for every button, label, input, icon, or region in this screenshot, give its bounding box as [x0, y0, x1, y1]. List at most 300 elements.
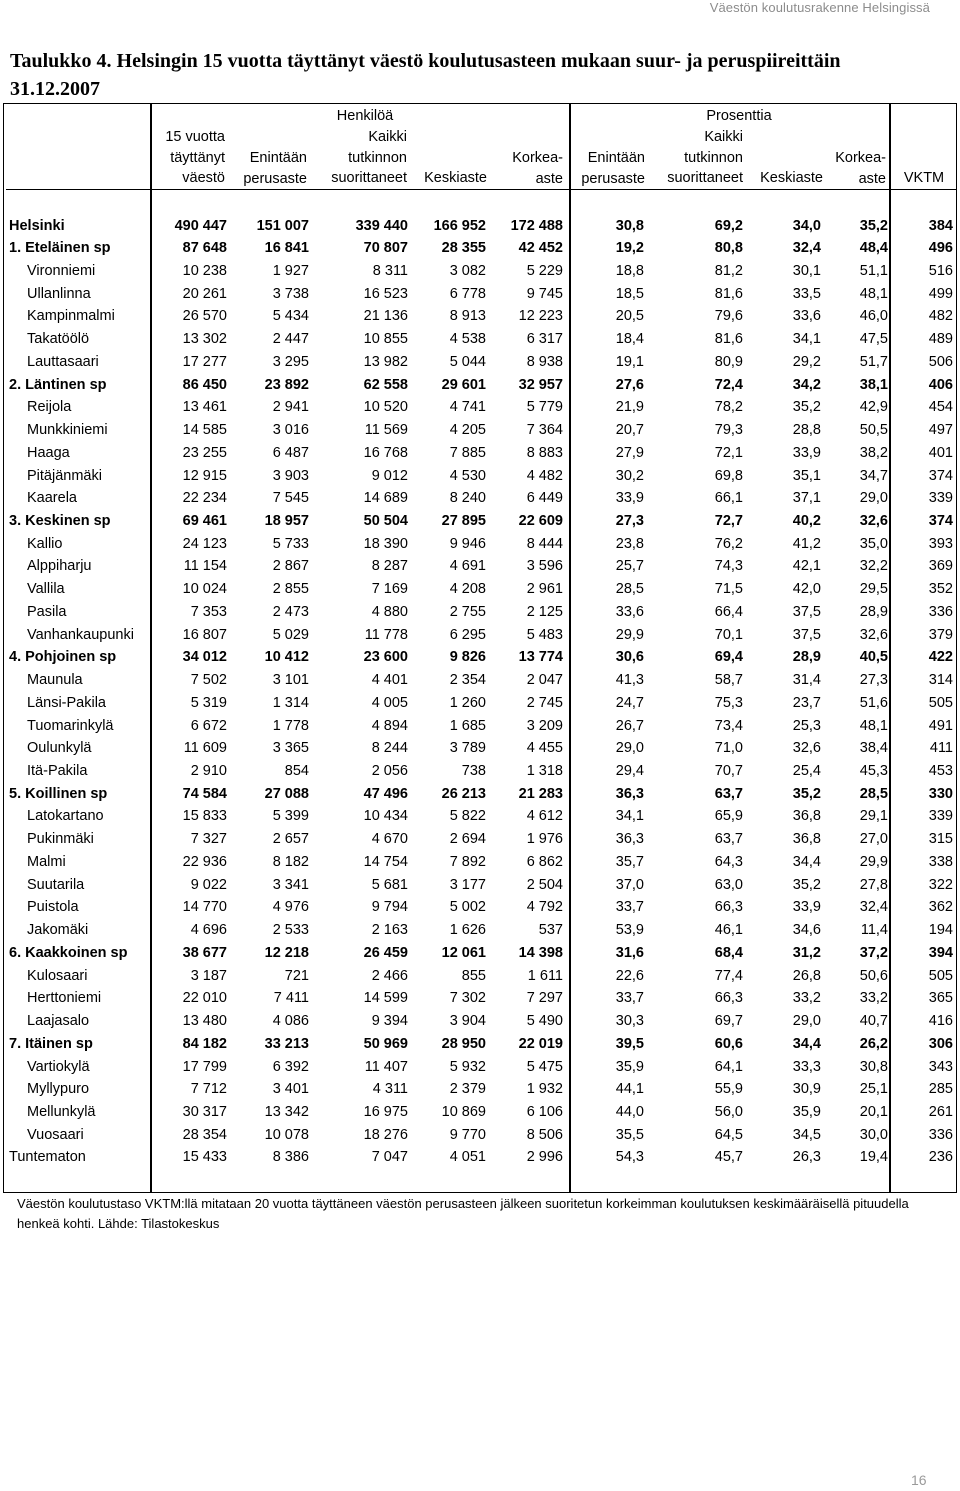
table-row	[3, 851, 957, 874]
cell-col-pct-kaikki: 71,0	[714, 740, 743, 757]
cell-col-pct-kaikki: 75,3	[714, 694, 743, 711]
cell-col-korkea: 1 318	[526, 763, 563, 780]
cell-col-15v: 84 182	[182, 1035, 227, 1052]
header-col-keskiaste-2: Keskiaste	[760, 170, 823, 186]
cell-col-pct-kaikki: 80,9	[714, 353, 743, 370]
cell-col-enintaan: 13 342	[264, 1103, 309, 1120]
row-name: Kaarela	[27, 490, 77, 507]
cell-col-kaikki: 11 407	[364, 1058, 408, 1075]
cell-col-keskiaste: 28 355	[441, 240, 486, 257]
cell-col-enintaan: 8 386	[272, 1149, 309, 1166]
cell-col-korkea: 2 504	[526, 876, 563, 893]
cell-col-kaikki: 8 244	[371, 740, 408, 757]
table-row	[3, 396, 957, 419]
cell-col-kaikki: 11 778	[364, 626, 408, 643]
header-col-enintaan-2: Enintään perusaste	[581, 150, 645, 187]
cell-col-pct-korkea: 51,6	[859, 694, 888, 711]
cell-col-pct-korkea: 37,2	[859, 944, 888, 961]
cell-col-enintaan: 3 365	[272, 740, 309, 757]
cell-col-pct-korkea: 47,5	[859, 331, 888, 348]
cell-col-pct-keskiaste: 41,2	[792, 535, 821, 552]
cell-col-15v: 3 187	[190, 967, 227, 984]
table-row	[3, 760, 957, 783]
cell-col-korkea: 5 229	[526, 262, 563, 279]
cell-col-enintaan: 3 295	[272, 353, 309, 370]
cell-col-kaikki: 2 466	[371, 967, 408, 984]
cell-col-pct-keskiaste: 35,9	[792, 1103, 821, 1120]
cell-col-pct-enintaan: 20,7	[615, 422, 644, 439]
header-col-kaikki-1: Kaikki tutkinnon suorittaneet	[331, 129, 407, 186]
row-name: 4. Pohjoinen sp	[9, 649, 117, 666]
cell-col-pct-korkea: 33,2	[859, 990, 888, 1007]
cell-col-pct-korkea: 50,6	[859, 967, 888, 984]
cell-col-pct-kaikki: 70,1	[714, 626, 743, 643]
cell-col-vktm: 336	[928, 603, 953, 620]
cell-col-pct-korkea: 11,4	[860, 922, 888, 939]
table-row	[3, 1101, 957, 1124]
table-row	[3, 533, 957, 556]
cell-col-kaikki: 70 807	[363, 240, 408, 257]
cell-col-vktm: 411	[929, 740, 953, 757]
cell-col-15v: 26 570	[182, 308, 227, 325]
cell-col-pct-enintaan: 35,5	[615, 1126, 644, 1143]
cell-col-keskiaste: 10 869	[441, 1103, 486, 1120]
header-group-henkiloa: Henkilöä	[336, 108, 394, 124]
cell-col-pct-kaikki: 72,4	[714, 376, 743, 393]
cell-col-15v: 30 317	[182, 1103, 227, 1120]
header-col-kaikki-2: Kaikki tutkinnon suorittaneet	[667, 129, 743, 186]
cell-col-pct-enintaan: 34,1	[615, 808, 644, 825]
cell-col-pct-keskiaste: 30,9	[792, 1081, 821, 1098]
cell-col-pct-kaikki: 78,2	[714, 399, 743, 416]
cell-col-pct-kaikki: 81,6	[714, 285, 743, 302]
cell-col-keskiaste: 1 685	[449, 717, 486, 734]
cell-col-kaikki: 9 394	[371, 1013, 408, 1030]
cell-col-kaikki: 339 440	[355, 217, 408, 234]
cell-col-pct-kaikki: 73,4	[714, 717, 743, 734]
cell-col-pct-enintaan: 31,6	[615, 944, 644, 961]
cell-col-pct-kaikki: 64,1	[714, 1058, 743, 1075]
cell-col-pct-enintaan: 33,6	[615, 603, 644, 620]
cell-col-pct-korkea: 32,2	[859, 558, 888, 575]
cell-col-vktm: 394	[928, 944, 953, 961]
cell-col-vktm: 505	[928, 967, 953, 984]
cell-col-enintaan: 2 473	[272, 603, 309, 620]
cell-col-enintaan: 12 218	[264, 944, 309, 961]
cell-col-vktm: 505	[928, 694, 953, 711]
row-name: Myllypuro	[27, 1081, 90, 1098]
cell-col-15v: 5 319	[190, 694, 227, 711]
cell-col-enintaan: 3 016	[272, 422, 309, 439]
cell-col-keskiaste: 4 530	[449, 467, 486, 484]
cell-col-korkea: 22 609	[518, 512, 563, 529]
table-row	[3, 283, 957, 306]
cell-col-pct-korkea: 20,1	[859, 1103, 888, 1120]
cell-col-pct-keskiaste: 34,0	[792, 217, 821, 234]
cell-col-pct-korkea: 30,8	[859, 1058, 888, 1075]
cell-col-enintaan: 2 867	[272, 558, 309, 575]
cell-col-kaikki: 21 136	[363, 308, 408, 325]
row-name: Herttoniemi	[27, 990, 102, 1007]
table-bottom-line	[3, 1192, 957, 1193]
table-row	[3, 987, 957, 1010]
row-name: Jakomäki	[27, 922, 89, 939]
row-name: 6. Kaakkoinen sp	[9, 944, 128, 961]
cell-col-pct-enintaan: 19,1	[615, 353, 644, 370]
cell-col-pct-keskiaste: 33,9	[792, 444, 821, 461]
cell-col-keskiaste: 2 694	[449, 831, 486, 848]
cell-col-enintaan: 854	[284, 763, 309, 780]
cell-col-keskiaste: 4 538	[449, 331, 486, 348]
header-col-korkea-2: Korkea- aste	[835, 150, 886, 187]
row-name: Alppiharju	[27, 558, 92, 575]
cell-col-vktm: 343	[928, 1058, 953, 1075]
cell-col-kaikki: 4 311	[372, 1081, 408, 1098]
cell-col-korkea: 3 596	[526, 558, 563, 575]
cell-col-keskiaste: 855	[461, 967, 486, 984]
cell-col-keskiaste: 5 932	[449, 1058, 486, 1075]
cell-col-pct-korkea: 50,5	[859, 422, 888, 439]
cell-col-pct-korkea: 27,8	[859, 876, 888, 893]
cell-col-korkea: 22 019	[518, 1035, 563, 1052]
cell-col-pct-keskiaste: 35,2	[792, 876, 821, 893]
cell-col-keskiaste: 4 741	[449, 399, 486, 416]
cell-col-keskiaste: 3 177	[449, 876, 486, 893]
header-divider	[6, 189, 957, 190]
cell-col-korkea: 4 455	[526, 740, 563, 757]
cell-col-vktm: 516	[928, 262, 953, 279]
row-name: Haaga	[27, 444, 70, 461]
cell-col-15v: 490 447	[174, 217, 227, 234]
cell-col-korkea: 7 297	[526, 990, 563, 1007]
cell-col-pct-keskiaste: 34,1	[792, 331, 821, 348]
row-name: Vanhankaupunki	[27, 626, 134, 643]
cell-col-korkea: 537	[538, 922, 563, 939]
cell-col-enintaan: 3 903	[272, 467, 309, 484]
cell-col-pct-korkea: 19,4	[859, 1149, 888, 1166]
cell-col-15v: 22 234	[182, 490, 227, 507]
table-title: Taulukko 4. Helsingin 15 vuotta täyttänyt väestö koulutusasteen mukaan suur- ja peruspiireittäin 31.12.2007	[10, 50, 841, 100]
cell-col-korkea: 6 317	[526, 331, 563, 348]
cell-col-kaikki: 4 401	[371, 672, 408, 689]
cell-col-korkea: 2 961	[526, 581, 563, 598]
cell-col-enintaan: 10 078	[264, 1126, 309, 1143]
cell-col-kaikki: 11 569	[364, 422, 408, 439]
table-row	[3, 601, 957, 624]
cell-col-kaikki: 2 056	[371, 763, 408, 780]
cell-col-keskiaste: 1 626	[449, 922, 486, 939]
cell-col-keskiaste: 7 892	[449, 853, 486, 870]
cell-col-korkea: 12 223	[518, 308, 563, 325]
cell-col-pct-kaikki: 69,7	[714, 1013, 743, 1030]
cell-col-korkea: 2 125	[526, 603, 563, 620]
education-table	[3, 103, 957, 1193]
row-name: Vallila	[27, 581, 65, 598]
running-header: Väestön koulutusrakenne Helsingissä	[709, 0, 930, 15]
cell-col-enintaan: 27 088	[264, 785, 309, 802]
row-name: Tuomarinkylä	[27, 717, 114, 734]
row-name: Pasila	[27, 603, 67, 620]
cell-col-vktm: 506	[928, 353, 953, 370]
row-name: Reijola	[27, 399, 72, 416]
cell-col-vktm: 379	[928, 626, 953, 643]
cell-col-15v: 15 833	[182, 808, 227, 825]
cell-col-pct-korkea: 38,4	[859, 740, 888, 757]
cell-col-pct-enintaan: 20,5	[615, 308, 644, 325]
cell-col-15v: 13 480	[182, 1013, 227, 1030]
cell-col-pct-keskiaste: 28,9	[792, 649, 821, 666]
cell-col-15v: 22 010	[182, 990, 227, 1007]
cell-col-pct-keskiaste: 33,9	[792, 899, 821, 916]
cell-col-pct-korkea: 27,0	[859, 831, 888, 848]
cell-col-15v: 34 012	[182, 649, 227, 666]
cell-col-pct-keskiaste: 29,2	[792, 353, 821, 370]
cell-col-15v: 10 024	[182, 581, 227, 598]
cell-col-15v: 2 910	[190, 763, 227, 780]
cell-col-15v: 20 261	[182, 285, 227, 302]
cell-col-keskiaste: 9 770	[449, 1126, 486, 1143]
cell-col-korkea: 2 745	[526, 694, 563, 711]
cell-col-pct-keskiaste: 35,1	[792, 467, 821, 484]
table-row	[3, 805, 957, 828]
cell-col-15v: 87 648	[182, 240, 227, 257]
cell-col-pct-kaikki: 79,3	[714, 422, 743, 439]
cell-col-kaikki: 14 689	[363, 490, 408, 507]
cell-col-pct-enintaan: 29,4	[615, 763, 644, 780]
cell-col-enintaan: 6 392	[272, 1058, 309, 1075]
cell-col-korkea: 6 449	[526, 490, 563, 507]
cell-col-pct-kaikki: 69,8	[714, 467, 743, 484]
cell-col-pct-enintaan: 33,9	[615, 490, 644, 507]
cell-col-pct-korkea: 48,1	[859, 717, 888, 734]
cell-col-keskiaste: 2 755	[449, 603, 486, 620]
row-name: Maunula	[27, 672, 83, 689]
cell-col-keskiaste: 12 061	[441, 944, 486, 961]
row-name: Takatöölö	[27, 331, 90, 348]
cell-col-keskiaste: 8 913	[449, 308, 486, 325]
cell-col-kaikki: 9 012	[371, 467, 408, 484]
table-row	[3, 1146, 957, 1169]
table-row	[3, 737, 957, 760]
cell-col-kaikki: 10 855	[363, 331, 408, 348]
cell-col-15v: 17 277	[182, 353, 227, 370]
cell-col-pct-kaikki: 72,1	[714, 444, 743, 461]
cell-col-enintaan: 18 957	[264, 512, 309, 529]
cell-col-enintaan: 2 657	[272, 831, 309, 848]
cell-col-vktm: 393	[928, 535, 953, 552]
cell-col-pct-kaikki: 46,1	[714, 922, 743, 939]
cell-col-pct-enintaan: 29,0	[615, 740, 644, 757]
cell-col-keskiaste: 27 895	[441, 512, 486, 529]
cell-col-kaikki: 16 523	[363, 285, 408, 302]
cell-col-kaikki: 23 600	[363, 649, 408, 666]
row-name: Itä-Pakila	[27, 763, 88, 780]
cell-col-vktm: 374	[928, 467, 953, 484]
cell-col-korkea: 4 612	[526, 808, 563, 825]
cell-col-pct-kaikki: 66,4	[714, 603, 743, 620]
cell-col-vktm: 416	[928, 1013, 953, 1030]
table-row	[3, 965, 957, 988]
cell-col-enintaan: 2 855	[272, 581, 309, 598]
cell-col-pct-enintaan: 19,2	[615, 240, 644, 257]
cell-col-pct-keskiaste: 30,1	[792, 262, 821, 279]
cell-col-korkea: 3 209	[526, 717, 563, 734]
cell-col-keskiaste: 5 002	[449, 899, 486, 916]
cell-col-pct-enintaan: 30,8	[615, 217, 644, 234]
table-row	[3, 465, 957, 488]
cell-col-enintaan: 1 927	[272, 262, 309, 279]
cell-col-korkea: 1 611	[527, 967, 563, 984]
cell-col-kaikki: 18 390	[363, 535, 408, 552]
cell-col-pct-korkea: 32,6	[859, 512, 888, 529]
cell-col-enintaan: 3 401	[272, 1081, 309, 1098]
cell-col-pct-enintaan: 35,9	[615, 1058, 644, 1075]
cell-col-korkea: 2 996	[526, 1149, 563, 1166]
cell-col-pct-kaikki: 70,7	[714, 763, 743, 780]
cell-col-korkea: 6 106	[526, 1103, 563, 1120]
cell-col-pct-kaikki: 76,2	[714, 535, 743, 552]
row-name: Vuosaari	[27, 1126, 84, 1143]
cell-col-pct-korkea: 48,1	[859, 285, 888, 302]
cell-col-pct-keskiaste: 34,6	[792, 922, 821, 939]
cell-col-15v: 7 712	[190, 1081, 227, 1098]
cell-col-keskiaste: 3 082	[449, 262, 486, 279]
table-row	[3, 1033, 957, 1056]
cell-col-pct-enintaan: 23,8	[615, 535, 644, 552]
row-name: Tuntematon	[9, 1149, 86, 1166]
cell-col-pct-keskiaste: 37,5	[792, 603, 821, 620]
cell-col-pct-kaikki: 80,8	[714, 240, 743, 257]
cell-col-korkea: 13 774	[518, 649, 563, 666]
cell-col-15v: 74 584	[182, 785, 227, 802]
cell-col-pct-enintaan: 25,7	[615, 558, 644, 575]
table-row	[3, 237, 957, 260]
cell-col-pct-korkea: 38,1	[859, 376, 888, 393]
row-name: Munkkiniemi	[27, 422, 108, 439]
cell-col-kaikki: 16 768	[363, 444, 408, 461]
cell-col-enintaan: 4 976	[272, 899, 309, 916]
cell-col-keskiaste: 3 789	[449, 740, 486, 757]
cell-col-pct-korkea: 29,5	[859, 581, 888, 598]
cell-col-pct-korkea: 29,0	[859, 490, 888, 507]
cell-col-pct-enintaan: 44,0	[615, 1103, 644, 1120]
table-row	[3, 1010, 957, 1033]
cell-col-pct-keskiaste: 26,8	[792, 967, 821, 984]
cell-col-vktm: 306	[928, 1035, 953, 1052]
table-row	[3, 692, 957, 715]
cell-col-15v: 23 255	[182, 444, 227, 461]
table-row	[3, 1124, 957, 1147]
cell-col-korkea: 21 283	[518, 785, 563, 802]
cell-col-15v: 11 154	[183, 558, 227, 575]
cell-col-enintaan: 8 182	[272, 853, 309, 870]
cell-col-pct-enintaan: 33,7	[615, 899, 644, 916]
cell-col-15v: 17 799	[182, 1058, 227, 1075]
cell-col-pct-korkea: 26,2	[859, 1035, 888, 1052]
header-col-korkea-1: Korkea- aste	[512, 150, 563, 187]
cell-col-pct-keskiaste: 33,6	[792, 308, 821, 325]
cell-col-keskiaste: 4 205	[449, 422, 486, 439]
cell-col-pct-enintaan: 30,2	[615, 467, 644, 484]
table-row	[3, 942, 957, 965]
cell-col-pct-keskiaste: 40,2	[792, 512, 821, 529]
cell-col-vktm: 453	[928, 763, 953, 780]
table-row	[3, 1056, 957, 1079]
table-row	[3, 374, 957, 397]
cell-col-vktm: 497	[928, 422, 953, 439]
table-row	[3, 351, 957, 374]
table-footnote: Väestön koulutustaso VKTM:llä mitataan 20 vuotta täyttäneen väestön perusasteen jälkeen suoritetun korkeimman koulutuksen keskimääräisellä pituudella henkeä kohti. Lähde: Tilastokeskus	[17, 1196, 909, 1231]
cell-col-vktm: 322	[928, 876, 953, 893]
cell-col-15v: 13 302	[182, 331, 227, 348]
cell-col-keskiaste: 28 950	[441, 1035, 486, 1052]
cell-col-enintaan: 3 738	[272, 285, 309, 302]
cell-col-pct-korkea: 30,0	[859, 1126, 888, 1143]
table-row	[3, 305, 957, 328]
table-row	[3, 669, 957, 692]
table-row	[3, 328, 957, 351]
cell-col-korkea: 8 506	[526, 1126, 563, 1143]
cell-col-pct-korkea: 51,1	[859, 262, 888, 279]
row-name: Vironniemi	[27, 262, 96, 279]
cell-col-15v: 7 327	[190, 831, 227, 848]
cell-col-kaikki: 4 005	[371, 694, 408, 711]
cell-col-korkea: 7 364	[526, 422, 563, 439]
cell-col-pct-korkea: 48,4	[859, 240, 888, 257]
header-col-keskiaste-1: Keskiaste	[424, 170, 487, 186]
cell-col-pct-enintaan: 36,3	[615, 785, 644, 802]
row-name: Länsi-Pakila	[27, 694, 106, 711]
cell-col-pct-kaikki: 58,7	[714, 672, 743, 689]
cell-col-vktm: 482	[928, 308, 953, 325]
cell-col-vktm: 369	[928, 558, 953, 575]
cell-col-pct-korkea: 38,2	[859, 444, 888, 461]
cell-col-vktm: 406	[928, 376, 953, 393]
cell-col-pct-keskiaste: 36,8	[792, 831, 821, 848]
cell-col-pct-kaikki: 77,4	[714, 967, 743, 984]
cell-col-vktm: 194	[928, 922, 953, 939]
table-row	[3, 783, 957, 806]
cell-col-pct-kaikki: 63,0	[714, 876, 743, 893]
cell-col-keskiaste: 8 240	[449, 490, 486, 507]
cell-col-15v: 10 238	[182, 262, 227, 279]
row-name: 2. Läntinen sp	[9, 376, 107, 393]
cell-col-vktm: 491	[928, 717, 953, 734]
row-name: Helsinki	[9, 217, 65, 234]
cell-col-pct-kaikki: 56,0	[714, 1103, 743, 1120]
cell-col-kaikki: 8 287	[371, 558, 408, 575]
cell-col-enintaan: 5 399	[272, 808, 309, 825]
cell-col-pct-keskiaste: 42,1	[792, 558, 821, 575]
row-name: Mellunkylä	[27, 1103, 96, 1120]
cell-col-pct-korkea: 45,3	[859, 763, 888, 780]
cell-col-pct-keskiaste: 28,8	[792, 422, 821, 439]
cell-col-korkea: 5 779	[526, 399, 563, 416]
table-row	[3, 487, 957, 510]
cell-col-enintaan: 16 841	[264, 240, 309, 257]
row-name: Pitäjänmäki	[27, 467, 102, 484]
table-row	[3, 715, 957, 738]
cell-col-vktm: 489	[928, 331, 953, 348]
cell-col-pct-keskiaste: 36,8	[792, 808, 821, 825]
cell-col-korkea: 8 883	[526, 444, 563, 461]
cell-col-pct-keskiaste: 23,7	[792, 694, 821, 711]
cell-col-pct-keskiaste: 35,2	[792, 785, 821, 802]
cell-col-pct-kaikki: 60,6	[714, 1035, 743, 1052]
cell-col-pct-keskiaste: 37,1	[792, 490, 821, 507]
cell-col-vktm: 365	[928, 990, 953, 1007]
cell-col-pct-korkea: 27,3	[859, 672, 888, 689]
